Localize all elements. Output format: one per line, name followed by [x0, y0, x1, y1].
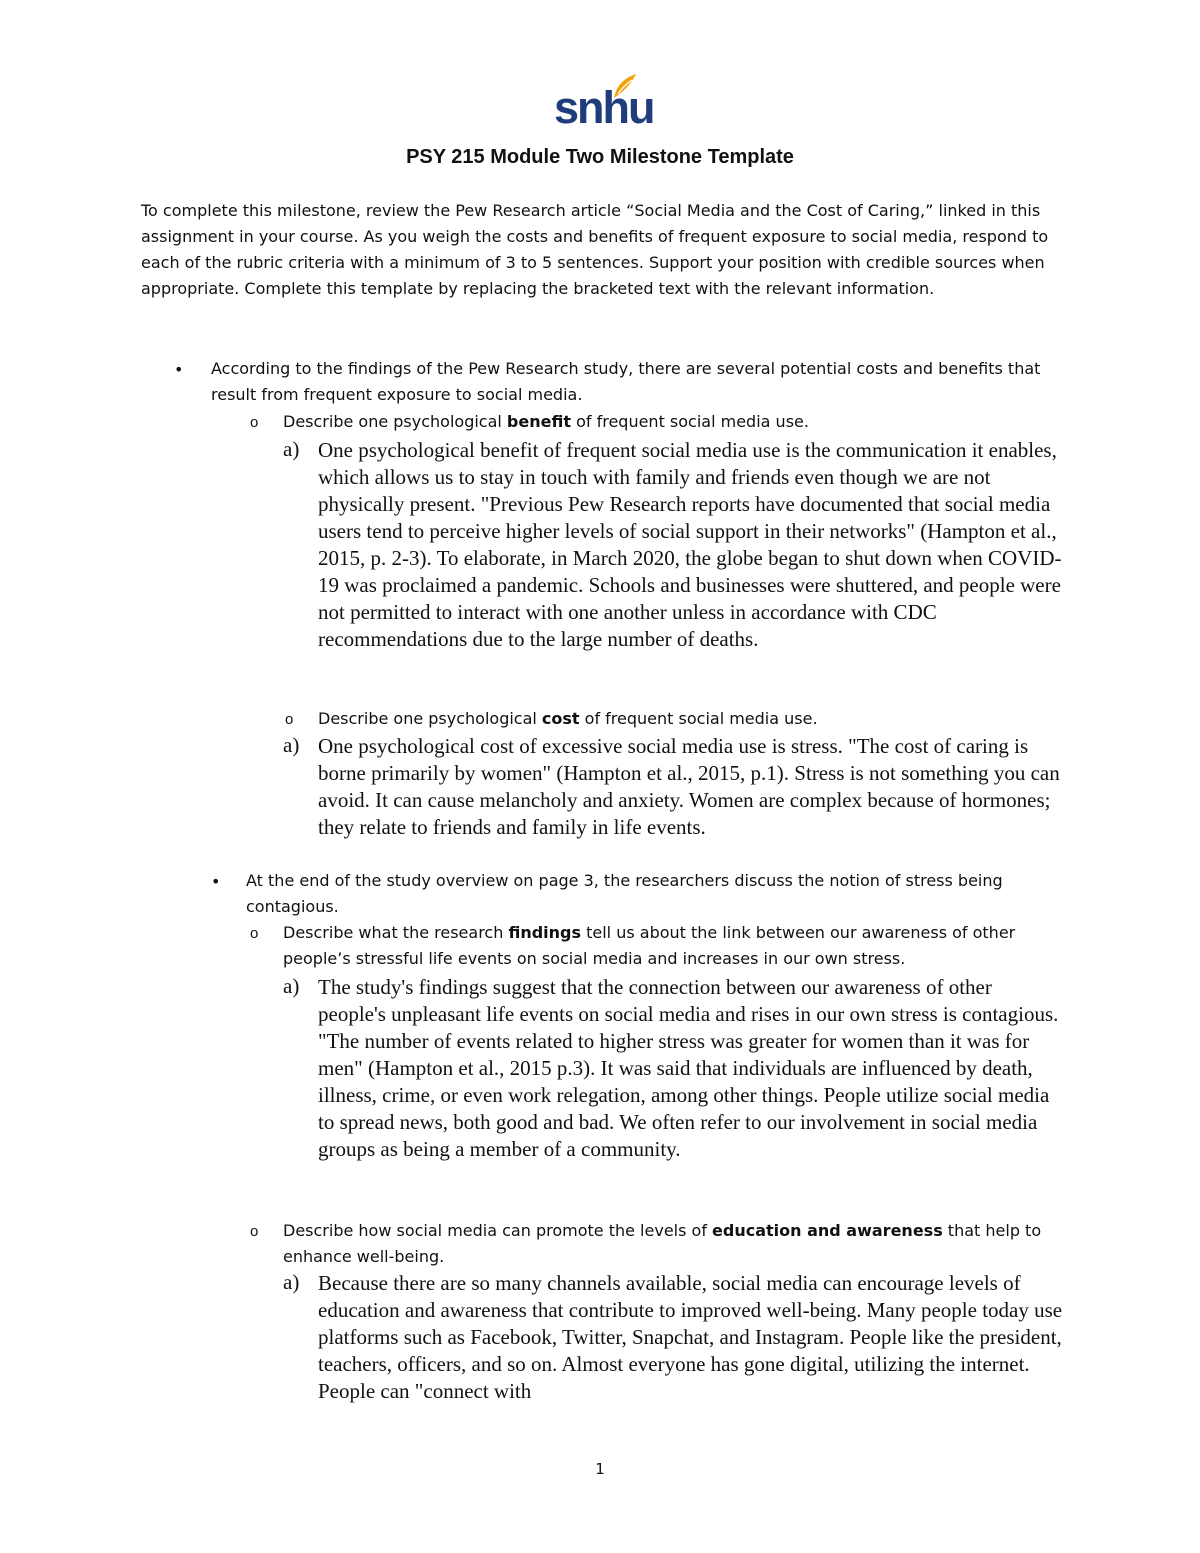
sub-marker: o: [250, 925, 259, 942]
flame-leaf-icon: [610, 72, 638, 100]
bullet-marker: •: [211, 872, 221, 891]
answer-cost: One psychological cost of excessive social media use is stress. "The cost of caring is borne primarily by women" (Hampton et al., 2015, p.1). Stress is not something you can avoid. It can cause melancholy and anxiety. Women are complex because of hormones; they relate to friends and family in life events.: [318, 734, 1060, 839]
sub-marker: o: [285, 711, 294, 728]
snhu-logo: [554, 72, 654, 133]
answer-marker: a): [283, 974, 300, 998]
prompt-cost: Describe one psychological cost of frequent social media use.: [318, 709, 818, 728]
section-2-bullet: At the end of the study overview on page 3, the researchers discuss the notion of stress being contagious.: [246, 871, 1003, 916]
sub-marker: o: [250, 1223, 259, 1240]
sub-marker: o: [250, 414, 259, 431]
prompt-education: Describe how social media can promote the levels of education and awareness that help to enhance well-being.: [283, 1221, 1042, 1266]
answer-education: Because there are so many channels available, social media can encourage levels of education and awareness that contribute to improved well-being. Many people today use platforms such as Facebook, Twitter, Snapchat, and Instagram. People like the president, teachers, officers, and so on. Almost everyone has gone digital, utilizing the internet. People can "connect with: [318, 1271, 1063, 1403]
answer-marker: a): [283, 437, 300, 461]
answer-marker: a): [283, 1270, 300, 1294]
page-number: 1: [595, 1460, 605, 1478]
intro-paragraph: To complete this milestone, review the Pew Research article “Social Media and the Cost of Caring,” linked in this assignment in your course. As you weigh the costs and benefits of frequent exposure to social media, respond to each of the rubric criteria with a minimum of 3 to 5 sentences. Support your position with credible sources when appropriate. Complete this template by replacing the bracketed text with the relevant information.: [141, 201, 1049, 298]
page-title: PSY 215 Module Two Milestone Template: [406, 146, 794, 168]
prompt-benefit: Describe one psychological benefit of frequent social media use.: [283, 412, 809, 431]
section-1-bullet: According to the findings of the Pew Research study, there are several potential costs and benefits that result from frequent exposure to social media.: [211, 359, 1041, 404]
bullet-marker: •: [174, 360, 184, 379]
answer-marker: a): [283, 733, 300, 757]
answer-findings: The study's findings suggest that the connection between our awareness of other people's unpleasant life events on social media and rises in our own stress is contagious. "The number of events related to higher stress was greater for women than it was for men" (Hampton et al., 2015 p.3). It was said that individuals are influenced by death, illness, crime, or even work relegation, among other things. People utilize social media to spread news, both good and bad. We often refer to our involvement in social media groups as being a member of a community.: [318, 975, 1059, 1161]
logo-wordmark: snhu: [554, 82, 654, 133]
answer-benefit: One psychological benefit of frequent social media use is the communication it enables, which allows us to stay in touch with family and friends even though we are not physically present. "Previous Pew Research reports have documented that social media users tend to perceive higher levels of social support in their networks" (Hampton et al., 2015, p. 2-3). To elaborate, in March 2020, the globe began to shut down when COVID-19 was proclaimed a pandemic. Schools and businesses were shuttered, and people were not permitted to interact with one another unless in accordance with CDC recommendations due to the large number of deaths.: [318, 438, 1062, 651]
prompt-findings: Describe what the research findings tell us about the link between our awareness of other people’s stressful life events on social media and increases in our own stress.: [283, 923, 1016, 968]
